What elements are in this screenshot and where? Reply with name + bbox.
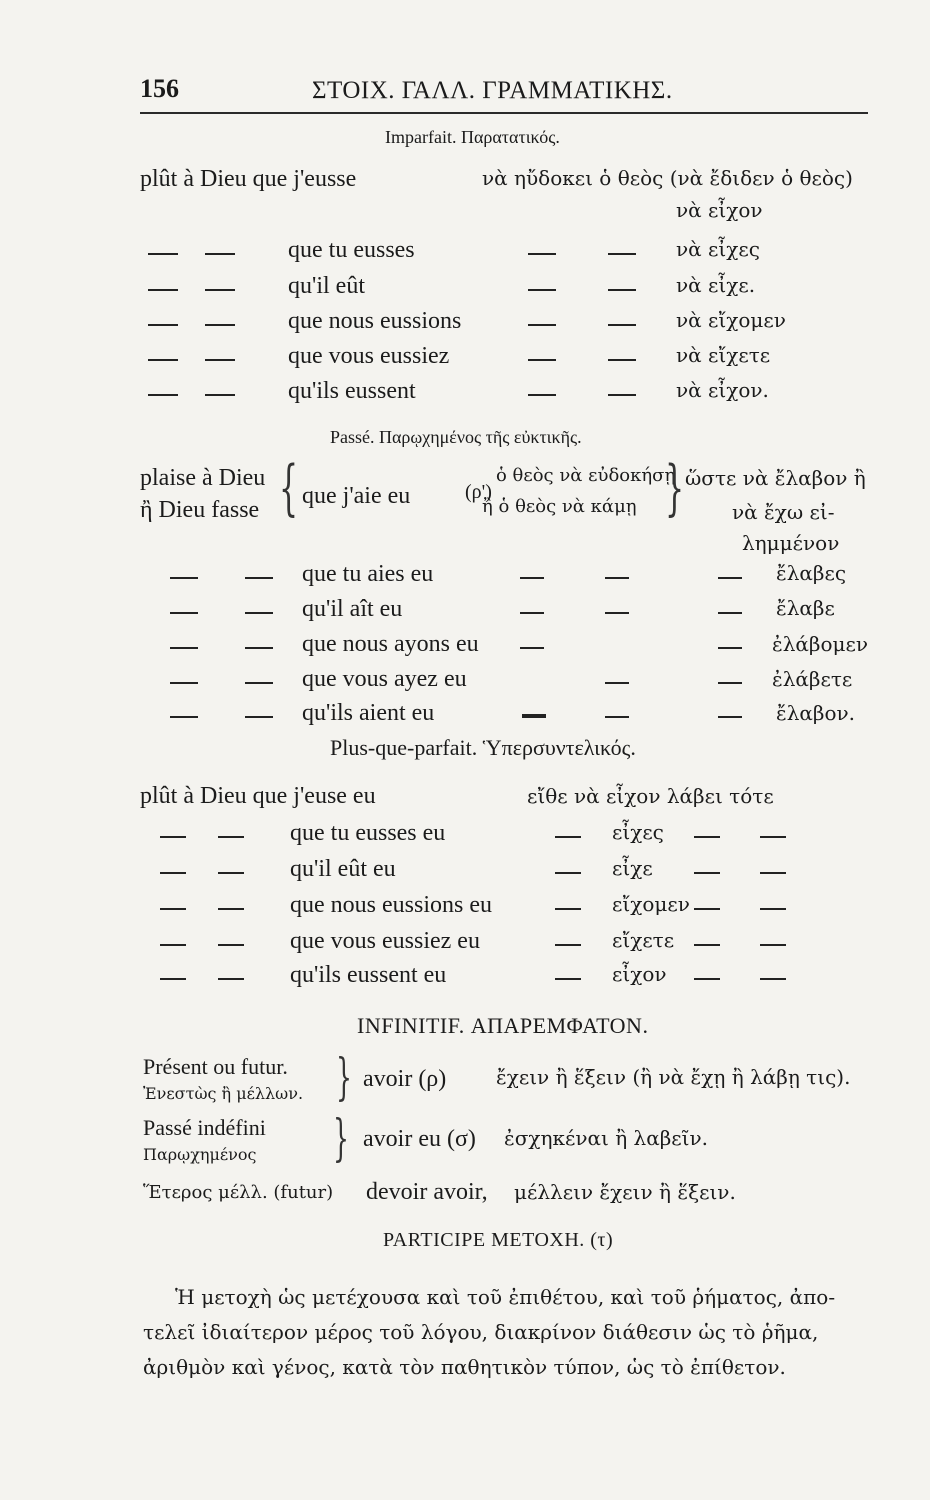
imparfait-row-6-gr: νὰ εἶχον. [676,378,769,402]
infinitif-present-main: avoir (ρ) [363,1066,447,1092]
ditto-dash [718,682,742,684]
ditto-dash [520,647,544,649]
ditto-dash [160,908,186,910]
imparfait-row-4-fr: que nous eussions [288,308,462,334]
ditto-dash [555,872,581,874]
infinitif-futur-main: devoir avoir, [366,1179,488,1205]
infinitif-passe-tr: ἐσχηκέναι ἢ λαβεῖν. [504,1126,709,1150]
ditto-dash [170,612,198,614]
plusque-row-1-gr: εἴθε νὰ εἶχον λάβει τότε [527,784,774,808]
ditto-dash [245,612,273,614]
ditto-dash [694,978,720,980]
passe-gr-e: λημμένον [742,531,840,555]
plusque-heading: Plus-que-parfait. Ὑπερσυντελικός. [330,735,636,760]
plusque-row-5-fr: que vous eussiez eu [290,928,480,954]
plusque-row-6-gr: εἶχον [612,962,667,986]
imparfait-row-1-gr2: νὰ εἶχον [676,198,763,222]
ditto-dash [555,836,581,838]
passe-row-4-fr: que nous ayons eu [302,631,479,657]
ditto-dash [218,908,244,910]
participe-line-3: ἀριθμὸν καὶ γένος, κατὰ τὸν παθητικὸν τύπον, ὡς τὸ ἐπίθετον. [143,1355,786,1379]
ditto-dash [205,394,235,396]
ditto-dash [608,359,636,361]
passe-row-3-gr: ἔλαβε [776,596,835,620]
infinitif-heading: INFINITIF. ΑΠΑΡΕΜΦΑΤΟΝ. [357,1013,649,1038]
imparfait-row-6-fr: qu'ils eussent [288,378,416,404]
ditto-dash [170,577,198,579]
passe-row-2-fr: que tu aies eu [302,561,434,587]
ditto-dash [245,577,273,579]
passe-row-6-fr: qu'ils aient eu [302,700,435,726]
passe-row-4-gr: ἐλάβομεν [772,632,869,656]
ditto-dash [760,978,786,980]
imparfait-row-5-fr: que vous eussiez [288,343,450,369]
imparfait-row-5-gr: νὰ εἴχετε [676,343,771,367]
ditto-dash [608,289,636,291]
passe-gr-a: ὁ θεὸς νὰ εὐδοκήσῃ [496,465,676,486]
ditto-dash [528,359,556,361]
plusque-row-1-fr: plût à Dieu que j'euse eu [140,783,376,809]
ditto-dash [528,394,556,396]
infinitif-passe-gr: Παρῳχημένος [143,1145,257,1164]
passe-row-2-gr: ἔλαβες [776,561,847,585]
passe-line-1a: plaise à Dieu [140,465,266,491]
ditto-dash [205,324,235,326]
infinitif-futur-gr: Ἕτερος μέλλ. (futur) [143,1182,334,1203]
right-brace-icon: } [333,1109,349,1167]
plusque-row-5-gr: εἴχετε [612,928,675,952]
ditto-dash [718,577,742,579]
plusque-row-3-gr: εἶχε [612,856,653,880]
ditto-dash [605,716,629,718]
ditto-dash [218,944,244,946]
ditto-dash [608,394,636,396]
ditto-dash [520,612,544,614]
imparfait-row-4-gr: νὰ εἴχομεν [676,308,786,332]
infinitif-futur-tr: μέλλειν ἔχειν ἢ ἕξειν. [514,1180,736,1204]
imparfait-heading: Imparfait. Παρατατικός. [385,127,560,147]
ditto-dash [218,872,244,874]
running-title: ΣΤΟΙΧ. ΓΑΛΛ. ΓΡΑΜΜΑΤΙΚΗΣ. [312,77,673,104]
ditto-dash [160,978,186,980]
passe-gr-d: νὰ ἔχω εἰ- [732,500,835,524]
plusque-row-4-gr: εἴχομεν [612,892,690,916]
left-brace-icon: { [279,453,299,523]
participe-heading: PARTICIPE ΜΕΤΟΧΗ. (τ) [383,1229,614,1251]
imparfait-row-3-fr: qu'il eût [288,273,365,299]
passe-line-1b: ἢ Dieu fasse [140,497,260,523]
ditto-dash [218,836,244,838]
imparfait-row-2-gr: νὰ εἶχες [676,237,760,261]
plusque-row-2-gr: εἶχες [612,820,664,844]
infinitif-present-gr: Ἐνεστὼς ἢ μέλλων. [143,1084,304,1103]
ditto-dash [148,324,178,326]
ditto-dash [170,716,198,718]
ditto-dash [528,253,556,255]
ditto-dash [522,714,546,718]
ditto-dash [170,647,198,649]
ditto-dash [218,978,244,980]
ditto-dash [608,324,636,326]
passe-gr-c: ὥστε νὰ ἔλαβον ἢ [685,466,866,490]
ditto-dash [605,682,629,684]
ditto-dash [605,577,629,579]
ditto-dash [718,612,742,614]
ditto-dash [160,872,186,874]
ditto-dash [148,253,178,255]
ditto-dash [245,682,273,684]
ditto-dash [148,394,178,396]
ditto-dash [528,289,556,291]
ditto-dash [718,716,742,718]
passe-row-6-gr: ἔλαβον. [776,701,856,725]
page-number: 156 [140,74,179,103]
passe-que: que j'aie eu [302,483,411,509]
passe-gr-b: ἢ ὁ θεὸς νὰ κάμῃ [482,496,637,517]
ditto-dash [555,978,581,980]
ditto-dash [760,944,786,946]
infinitif-passe-main: avoir eu (σ) [363,1126,476,1152]
passe-row-5-gr: ἐλάβετε [772,667,853,691]
ditto-dash [760,872,786,874]
passe-row-5-fr: que vous ayez eu [302,666,467,692]
ditto-dash [170,682,198,684]
imparfait-row-1-gr: νὰ ηὔδοκει ὁ θεὸς (νὰ ἔδιδεν ὁ θεὸς) [482,166,853,190]
ditto-dash [555,944,581,946]
plusque-row-6-fr: qu'ils eussent eu [290,962,447,988]
ditto-dash [694,944,720,946]
passe-rho: (ρ') [465,481,492,503]
infinitif-passe-fr: Passé indéfini [143,1115,266,1140]
ditto-dash [694,836,720,838]
plusque-row-3-fr: qu'il eût eu [290,856,396,882]
right-brace-icon: } [665,453,685,523]
ditto-dash [694,908,720,910]
ditto-dash [148,289,178,291]
ditto-dash [245,647,273,649]
passe-row-3-fr: qu'il aît eu [302,596,403,622]
participe-line-2: τελεῖ ἰδιαίτερον μέρος τοῦ λόγου, διακρίνον διάθεσιν ὡς τὸ ῥῆμα, [143,1320,819,1344]
right-brace-icon: } [336,1048,352,1106]
ditto-dash [608,253,636,255]
ditto-dash [245,716,273,718]
ditto-dash [520,577,544,579]
ditto-dash [694,872,720,874]
plusque-row-2-fr: que tu eusses eu [290,820,446,846]
ditto-dash [205,253,235,255]
ditto-dash [160,836,186,838]
passe-heading: Passé. Παρῳχημένος τῆς εὐκτικῆς. [330,427,582,447]
imparfait-row-1-fr: plût à Dieu que j'eusse [140,166,357,192]
ditto-dash [205,359,235,361]
ditto-dash [760,836,786,838]
ditto-dash [605,612,629,614]
ditto-dash [555,908,581,910]
header-rule [140,112,868,114]
ditto-dash [160,944,186,946]
plusque-row-4-fr: que nous eussions eu [290,892,492,918]
ditto-dash [760,908,786,910]
ditto-dash [205,289,235,291]
participe-line-1: Ἡ μετοχὴ ὡς μετέχουσα καὶ τοῦ ἐπιθέτου, καὶ τοῦ ῥήματος, ἀπο- [175,1285,836,1309]
ditto-dash [148,359,178,361]
infinitif-present-fr: Présent ou futur. [143,1054,288,1079]
infinitif-present-tr: ἔχειν ἢ ἕξειν (ἢ νὰ ἔχῃ ἢ λάβῃ τις). [496,1065,851,1089]
ditto-dash [528,324,556,326]
imparfait-row-2-fr: que tu eusses [288,237,415,263]
ditto-dash [718,647,742,649]
imparfait-row-3-gr: νὰ εἶχε. [676,273,756,297]
